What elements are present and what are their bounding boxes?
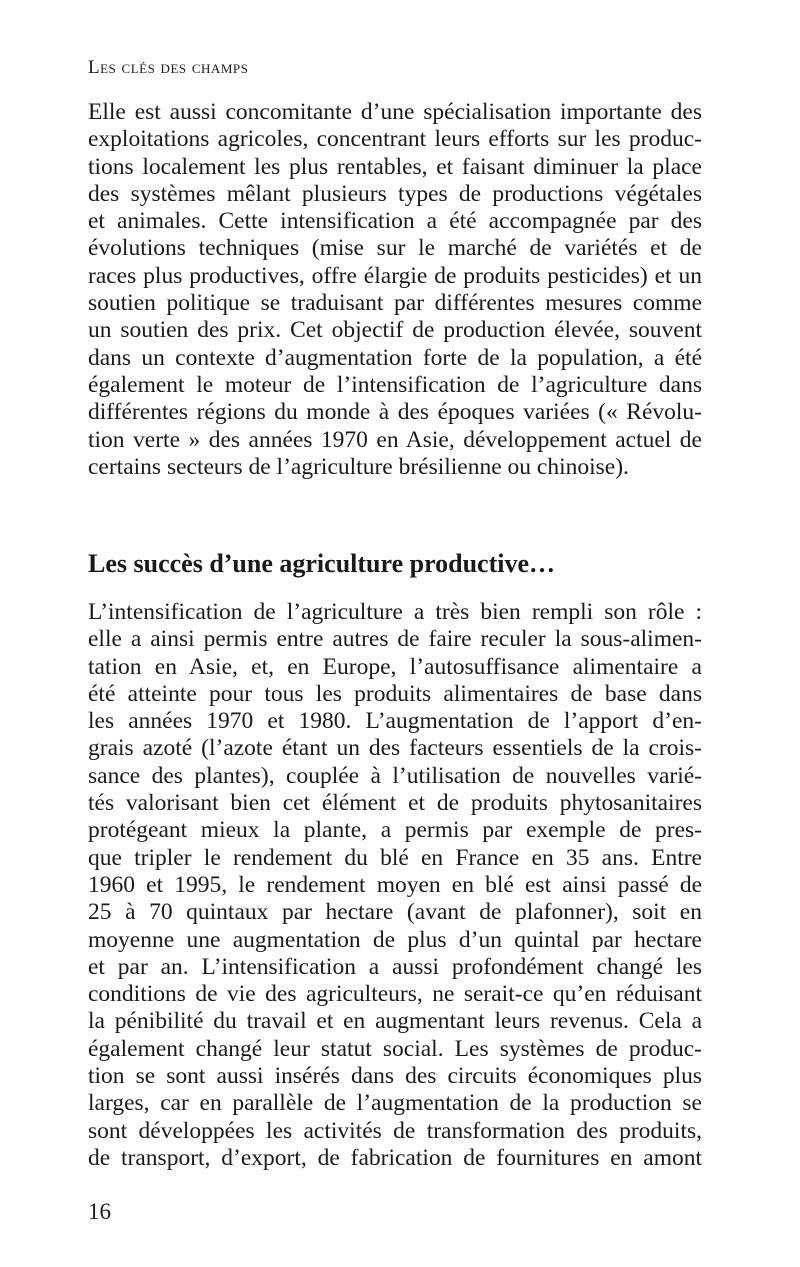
paragraph-line: sance des plantes), couplée à l’utilisation de nouvelles varié-: [88, 762, 702, 789]
running-head: Les clés des champs: [88, 57, 249, 78]
paragraph-line: également changé leur statut social. Les systèmes de produc-: [88, 1035, 702, 1062]
paragraph-line: exploitations agricoles, concentrant leurs efforts sur les produc-: [88, 126, 702, 153]
paragraph-line: et animales. Cette intensification a été accompagnée par des: [88, 208, 702, 235]
paragraph-line: moyenne une augmentation de plus d’un quintal par hectare: [88, 926, 702, 953]
paragraph-line: certains secteurs de l’agriculture brésilienne ou chinoise).: [88, 453, 629, 480]
paragraph-line: tion verte » des années 1970 en Asie, développement actuel de: [88, 426, 702, 453]
paragraph-line: la pénibilité du travail et en augmentant leurs revenus. Cela a: [88, 1008, 702, 1035]
section-heading: Les succès d’une agriculture productive…: [88, 549, 556, 578]
paragraph-line: les années 1970 et 1980. L’augmentation de l’apport d’en-: [88, 708, 702, 735]
paragraph-line: évolutions techniques (mise sur le marché de variétés et de: [88, 235, 702, 262]
paragraph-line: grais azoté (l’azote étant un des facteurs essentiels de la crois-: [88, 735, 702, 762]
paragraph-line: sont développées les activités de transformation des produits,: [88, 1117, 702, 1144]
paragraph-line: tation en Asie, et, en Europe, l’autosuffisance alimentaire a: [88, 653, 702, 680]
paragraph-line: Elle est aussi concomitante d’une spécialisation importante des: [88, 99, 702, 125]
paragraph-line: elle a ainsi permis entre autres de faire reculer la sous-alimen-: [88, 626, 702, 653]
paragraph-line: tés valorisant bien cet élément et de produits phytosanitaires: [88, 790, 702, 817]
paragraph-line: également le moteur de l’intensification de l’agriculture dans: [88, 371, 702, 398]
paragraph-line: soutien politique se traduisant par différentes mesures comme: [88, 290, 702, 317]
paragraph-line: 25 à 70 quintaux par hectare (avant de plafonner), soit en: [88, 899, 702, 926]
paragraph-line: que tripler le rendement du blé en France en 35 ans. Entre: [88, 844, 702, 871]
paragraph-line: larges, car en parallèle de l’augmentation de la production se: [88, 1090, 702, 1117]
paragraph-line: races plus productives, offre élargie de produits pesticides) et un: [88, 262, 702, 289]
page-number: 16: [88, 1199, 111, 1224]
paragraph-line: conditions de vie des agriculteurs, ne serait-ce qu’en réduisant: [88, 981, 702, 1008]
paragraph-line: et par an. L’intensification a aussi profondément changé les: [88, 953, 702, 980]
paragraph-line: dans un contexte d’augmentation forte de la population, a été: [88, 344, 702, 371]
paragraph-successes: [88, 599, 702, 1172]
paragraph-line: tion se sont aussi insérés dans des circuits économiques plus: [88, 1063, 702, 1090]
paragraph-line: 1960 et 1995, le rendement moyen en blé est ainsi passé de: [88, 871, 702, 898]
paragraph-line: différentes régions du monde à des époques variées (« Révolu-: [88, 399, 702, 426]
paragraph-line: des systèmes mêlant plusieurs types de productions végétales: [88, 180, 702, 207]
paragraph-line: L’intensification de l’agriculture a très bien rempli son rôle :: [88, 599, 702, 625]
paragraph-line: tions localement les plus rentables, et faisant diminuer la place: [88, 153, 702, 180]
paragraph-line: de transport, d’export, de fabrication de fournitures en amont: [88, 1144, 702, 1171]
paragraph-specialisation: [88, 99, 702, 481]
paragraph-line: été atteinte pour tous les produits alimentaires de base dans: [88, 680, 702, 707]
paragraph-line: protégeant mieux la plante, a permis par exemple de pres-: [88, 817, 702, 844]
paragraph-line: un soutien des prix. Cet objectif de production élevée, souvent: [88, 317, 702, 344]
